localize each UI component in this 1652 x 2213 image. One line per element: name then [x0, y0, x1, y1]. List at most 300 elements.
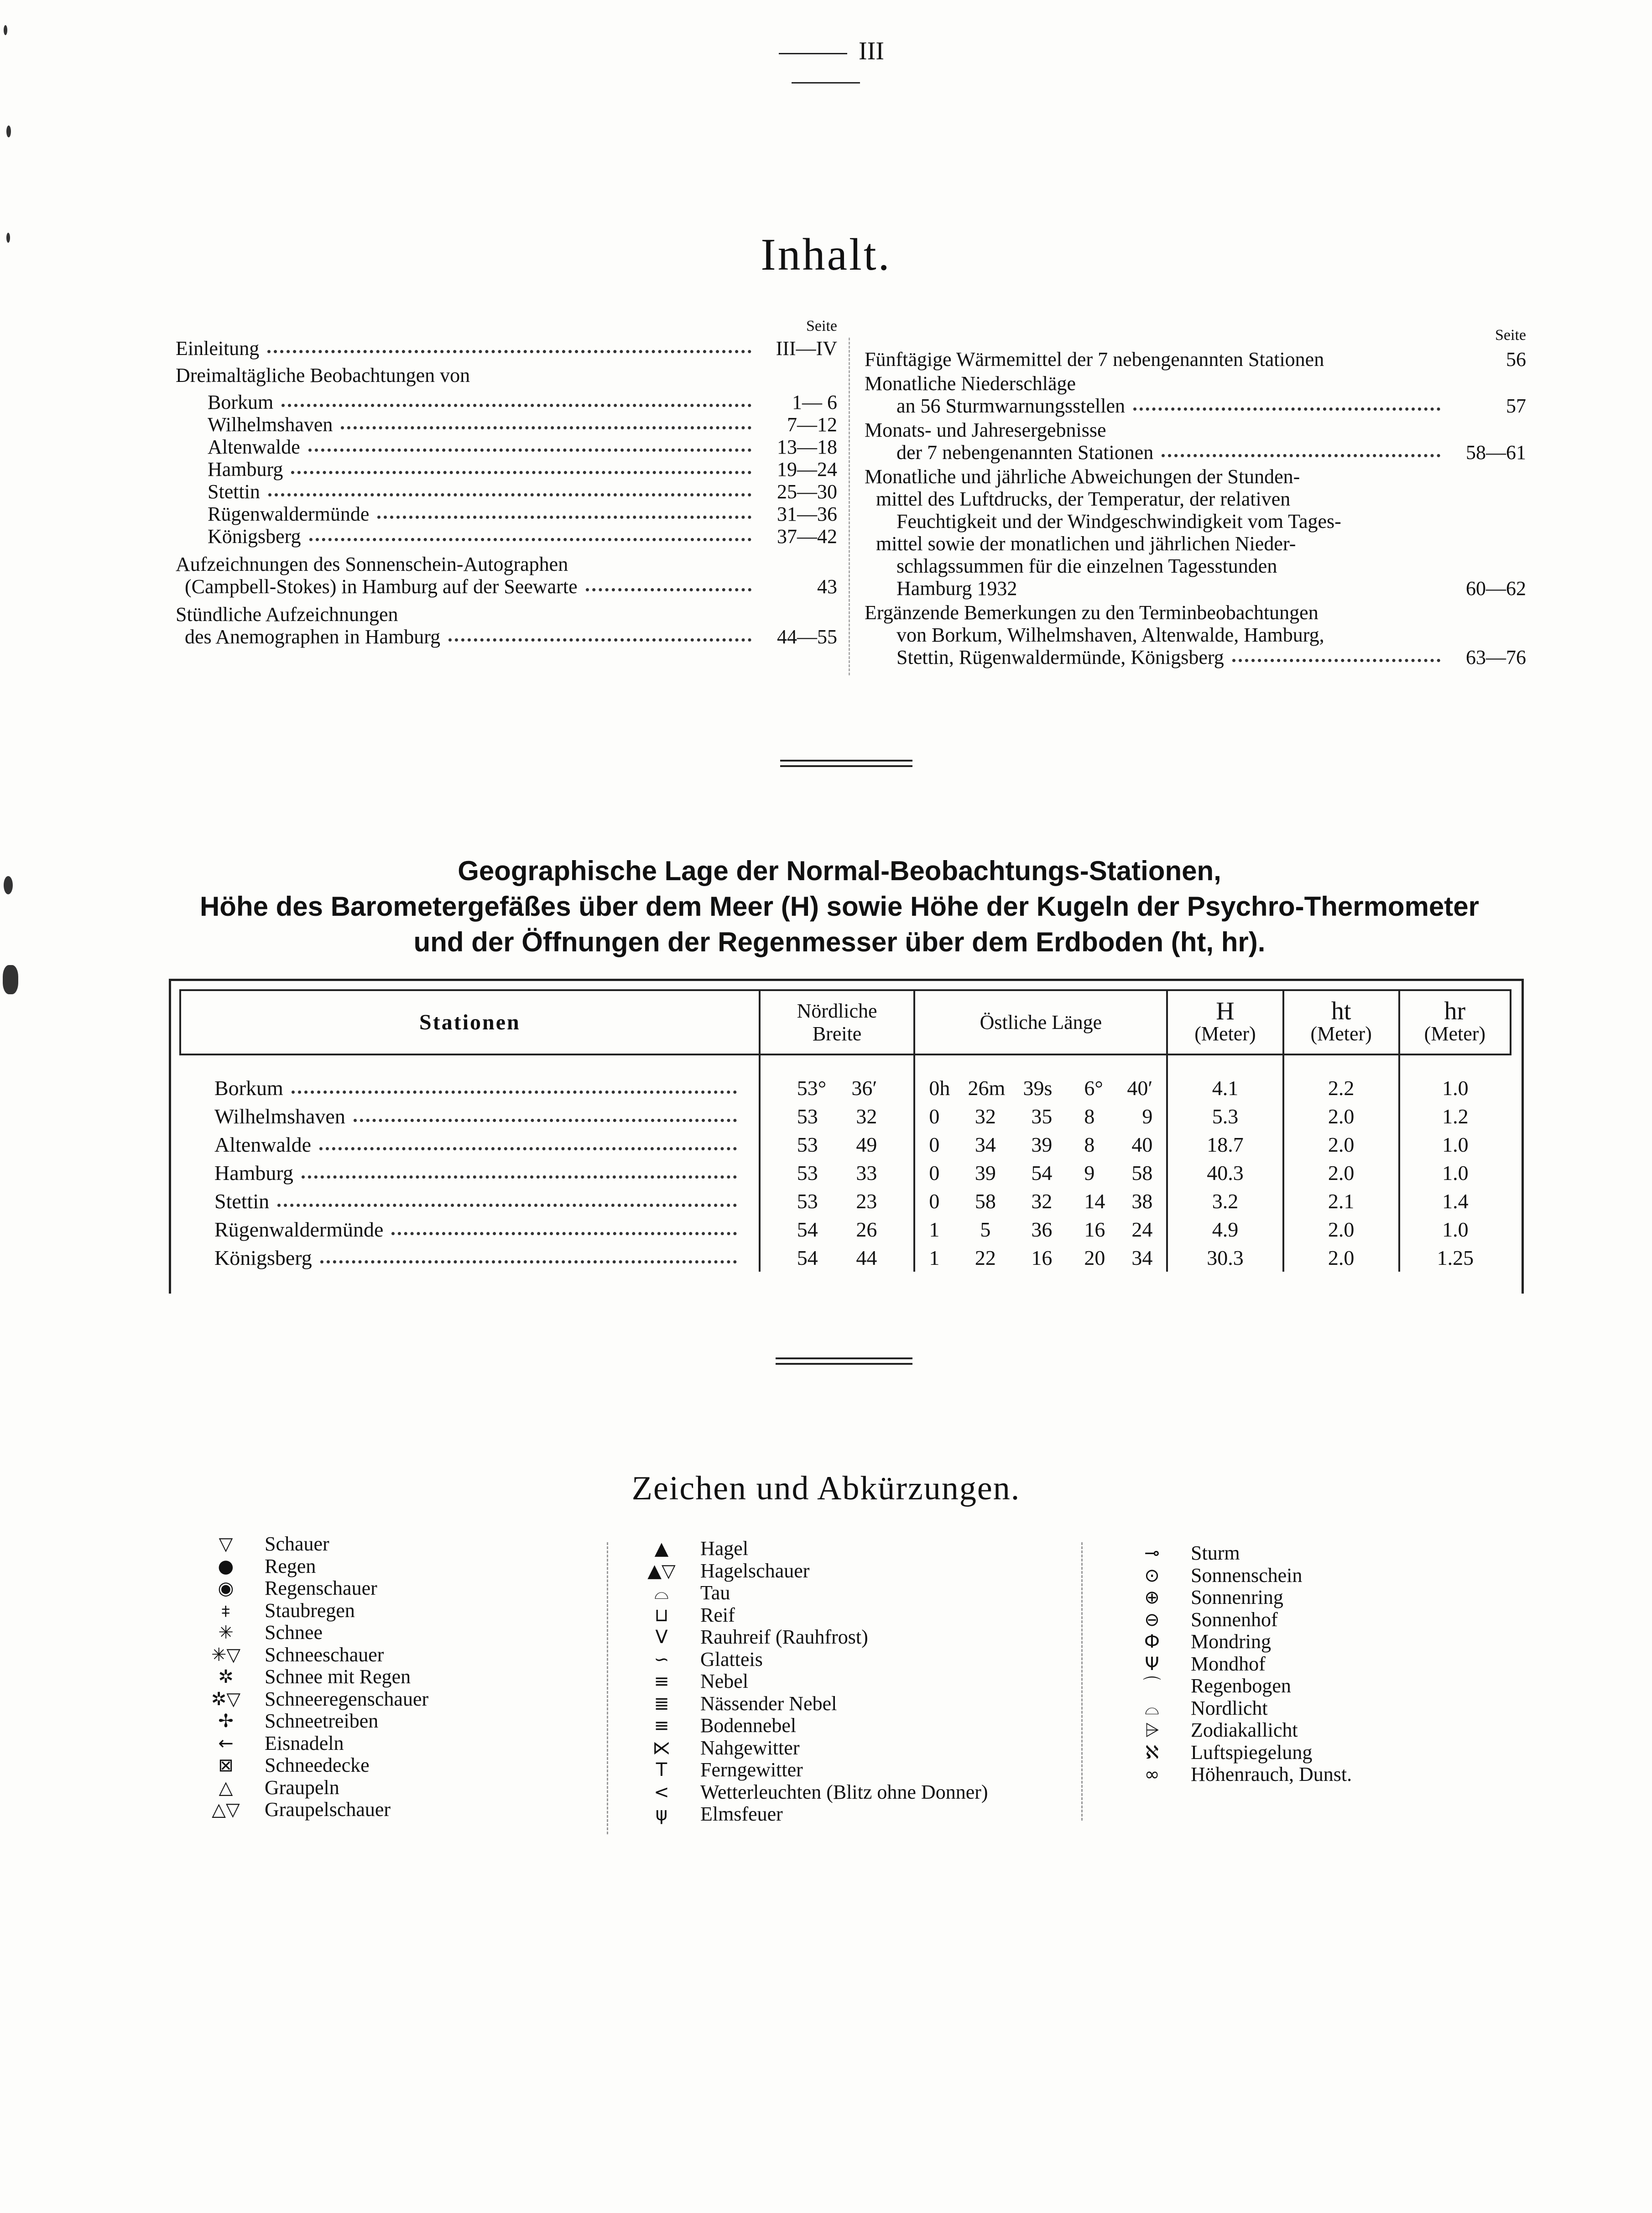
- toc-entry: [176, 413, 837, 436]
- ground-fog-icon: ≡: [654, 1715, 669, 1736]
- laenge-cell: [914, 1130, 1167, 1159]
- symbol-row: [201, 1555, 428, 1578]
- toc-entry-title: Wilhelmshaven: [208, 413, 333, 436]
- toc-leader: [308, 449, 751, 452]
- breite-min: 23: [856, 1189, 877, 1213]
- laenge-degree-part: 9: [1142, 1104, 1153, 1128]
- symbol-row: [201, 1799, 428, 1821]
- toc-entry-text: Fünftägige Wärmemittel der 7 nebengenannten Stationen: [865, 348, 1324, 371]
- toc-entry-text: Stündliche Aufzeichnungen: [176, 603, 398, 626]
- section-rule: [780, 760, 912, 767]
- toc-entry-line: [865, 465, 1449, 488]
- breite-cell: [760, 1159, 915, 1187]
- toc-entry-text: mittel sowie der monatlichen und jährlichen Nieder-: [876, 532, 1296, 555]
- toc-leader: [268, 493, 751, 496]
- symbol-row: [201, 1710, 428, 1733]
- table-leader: [391, 1232, 736, 1235]
- laenge-values: [920, 1076, 1162, 1100]
- symbol-row: [1127, 1697, 1352, 1720]
- value-ht: 2.0: [1283, 1102, 1399, 1130]
- laenge-time: [929, 1133, 1052, 1157]
- value-hr: 1.25: [1399, 1243, 1511, 1272]
- symbol-label: Regenschauer: [265, 1577, 377, 1599]
- toc-entry: [176, 553, 837, 598]
- value-hr: 1.0: [1399, 1130, 1511, 1159]
- laenge-values: [920, 1217, 1162, 1242]
- toc-entry: [865, 601, 1526, 668]
- breite-values: [765, 1217, 909, 1242]
- station-name: Wilhelmshaven: [214, 1104, 345, 1128]
- symbol-label: Graupeln: [265, 1776, 339, 1799]
- breite-deg: 54: [797, 1217, 818, 1241]
- toc-entry-text: Monatliche und jährliche Abweichungen der Stunden-: [865, 465, 1300, 488]
- toc-leader: [1133, 407, 1440, 411]
- breite-deg: 54: [797, 1246, 818, 1269]
- seite-label-left: Seite: [806, 318, 837, 334]
- page-number-rule-left: [779, 53, 847, 54]
- symbol-label: Wetterleuchten (Blitz ohne Donner): [700, 1780, 988, 1803]
- value-H: 30.3: [1167, 1243, 1283, 1272]
- toc-entry-page: III—IV: [776, 337, 837, 360]
- station-name: Rügenwaldermünde: [214, 1217, 384, 1241]
- table-row: [180, 1187, 1511, 1215]
- toc-entry-page: 13—18: [777, 436, 837, 458]
- value-H: 4.1: [1167, 1054, 1283, 1102]
- toc-entry-line: [865, 510, 1449, 532]
- laenge-time-part: 36: [1031, 1217, 1053, 1241]
- laenge-values: [920, 1246, 1162, 1270]
- toc-entry-page: 7—12: [787, 413, 837, 436]
- table-leader: [292, 1091, 737, 1094]
- laenge-degree-part: 8: [1084, 1133, 1095, 1156]
- col-header-ht: [1283, 990, 1399, 1054]
- station-table-body: [180, 1054, 1511, 1272]
- toc-left-list: [176, 337, 837, 548]
- symbol-label: Rauhreif (Rauhfrost): [700, 1626, 868, 1648]
- laenge-degree-part: 20: [1084, 1246, 1105, 1269]
- toc-entry-title: Stettin: [208, 480, 260, 503]
- col-header-breite-line2: Breite: [812, 1022, 862, 1045]
- toc-entry: [176, 391, 837, 413]
- toc-entry-title: Dreimaltägliche Beobachtungen von: [176, 364, 470, 386]
- toc-entry-page: 31—36: [777, 503, 837, 525]
- symbol-label: Hagelschauer: [700, 1559, 810, 1582]
- toc-divider: [849, 338, 850, 675]
- toc-entry: [176, 503, 837, 525]
- toc-entry-title: Hamburg: [208, 458, 283, 480]
- laenge-cell: [914, 1102, 1167, 1130]
- toc-entry-line: [176, 626, 760, 648]
- wet-fog-icon: ≣: [654, 1693, 669, 1714]
- breite-min: 49: [856, 1133, 877, 1156]
- value-H: 5.3: [1167, 1102, 1283, 1130]
- symbol-row: [636, 1715, 988, 1737]
- margin-speck: [4, 876, 13, 894]
- toc-entry: [176, 525, 837, 548]
- toc-entry-title: Altenwalde: [208, 436, 300, 458]
- value-hr: 1.4: [1399, 1187, 1511, 1215]
- toc-entry-lines: [176, 603, 760, 648]
- col-header-H: [1167, 990, 1283, 1054]
- table-leader: [277, 1204, 737, 1207]
- toc-entry-text: Stettin, Rügenwaldermünde, Königsberg: [896, 646, 1224, 668]
- toc-entry: [176, 480, 837, 503]
- symbol-row: [201, 1600, 428, 1622]
- laenge-cell: [914, 1054, 1167, 1102]
- laenge-values: [920, 1133, 1162, 1157]
- symbol-row: [636, 1582, 988, 1604]
- table-row: [180, 1102, 1511, 1130]
- rime-icon: V: [655, 1627, 668, 1648]
- toc-entry-lines: [865, 372, 1449, 417]
- laenge-time: [929, 1161, 1052, 1185]
- table-row: [180, 1243, 1511, 1272]
- breite-deg: 53: [797, 1104, 818, 1128]
- symbol-label: Schneeschauer: [265, 1643, 384, 1666]
- symbol-row: [636, 1626, 988, 1649]
- breite-deg: 53: [797, 1133, 818, 1156]
- station-name: Altenwalde: [214, 1133, 312, 1156]
- storm-icon: ⊸: [1144, 1543, 1160, 1564]
- toc-entry-line: [865, 348, 1449, 371]
- table-header-row: [180, 990, 1511, 1054]
- value-ht: 2.0: [1283, 1215, 1399, 1243]
- laenge-time-part: 0: [929, 1104, 940, 1128]
- laenge-degree-part: 6°: [1084, 1076, 1103, 1100]
- breite-cell: [760, 1102, 915, 1130]
- symbol-row: [201, 1688, 428, 1711]
- toc-leader: [448, 638, 751, 642]
- toc-leader: [291, 471, 751, 474]
- dew-icon: ⌓: [654, 1582, 669, 1603]
- station-name-row: [214, 1133, 754, 1157]
- toc-entry-text: (Campbell-Stokes) in Hamburg auf der Seewarte: [185, 575, 578, 598]
- station-name-row: [214, 1189, 754, 1213]
- symbol-label: Sturm: [1191, 1542, 1240, 1564]
- laenge-time-part: 54: [1031, 1161, 1053, 1185]
- toc-leader: [1232, 659, 1440, 662]
- breite-deg: 53: [797, 1189, 818, 1213]
- toc-entry: [865, 372, 1526, 417]
- breite-min: 33: [856, 1161, 877, 1185]
- seite-label-right: Seite: [1495, 327, 1526, 344]
- toc-entry-line: [865, 441, 1449, 464]
- toc-leader: [281, 404, 751, 407]
- symbol-row: [636, 1604, 988, 1627]
- laenge-degree-part: 24: [1131, 1217, 1153, 1241]
- symbol-row: [636, 1538, 988, 1560]
- breite-values: [765, 1189, 909, 1213]
- page-number: [744, 37, 908, 95]
- laenge-cell: [914, 1243, 1167, 1272]
- laenge-time-part: 5: [980, 1217, 991, 1241]
- symbol-label: Glatteis: [700, 1648, 763, 1670]
- value-hr: 1.0: [1399, 1054, 1511, 1102]
- laenge-time: [929, 1189, 1052, 1213]
- drizzle-icon: ⧧: [221, 1600, 231, 1621]
- laenge-degree-part: 38: [1131, 1189, 1153, 1213]
- symbol-label: Nahgewitter: [700, 1736, 800, 1759]
- laenge-cell: [914, 1215, 1167, 1243]
- toc-entry: [176, 603, 837, 648]
- value-ht: 2.2: [1283, 1054, 1399, 1102]
- lunar-halo-icon: Ψ: [1145, 1653, 1159, 1675]
- laenge-degrees: [1084, 1217, 1152, 1242]
- station-table-frame: [169, 979, 1524, 1294]
- breite-values: [765, 1076, 909, 1100]
- shower-icon: ▽: [219, 1534, 233, 1555]
- symbol-label: Sonnenschein: [1191, 1564, 1303, 1587]
- toc-title: Inhalt.: [761, 229, 891, 280]
- page-number-rule-right: [792, 82, 860, 84]
- toc-entry-lines: [865, 348, 1449, 371]
- toc-entry-page: 37—42: [777, 525, 837, 548]
- symbols-separator-1: [607, 1542, 608, 1834]
- symbol-row: [636, 1560, 988, 1582]
- toc-entry-text: an 56 Sturmwarnungsstellen: [896, 395, 1126, 417]
- symbol-label: Luftspiegelung: [1191, 1741, 1313, 1764]
- laenge-degree-part: 34: [1131, 1246, 1153, 1269]
- toc-entry-text: des Anemographen in Hamburg: [185, 626, 441, 648]
- toc-entry-line: [176, 603, 760, 626]
- margin-speck: [6, 233, 10, 243]
- symbol-row: [636, 1759, 988, 1781]
- toc-left-column: [176, 315, 837, 648]
- toc-right-list: [865, 348, 1526, 668]
- station-name: Königsberg: [214, 1246, 312, 1269]
- toc-entry-line: [865, 577, 1449, 600]
- symbol-row: [201, 1533, 428, 1555]
- symbol-row: [1127, 1742, 1352, 1764]
- laenge-time: [929, 1217, 1052, 1242]
- laenge-degree-part: 40′: [1127, 1076, 1153, 1100]
- symbol-label: Zodiakallicht: [1191, 1719, 1298, 1741]
- symbol-row: [201, 1733, 428, 1755]
- sleet-icon: ✲: [218, 1666, 234, 1687]
- toc-leader: [267, 350, 751, 353]
- symbol-label: Sonnenring: [1191, 1586, 1283, 1608]
- laenge-time-part: 26m: [968, 1076, 1006, 1100]
- drifting-snow-icon: ✢: [218, 1711, 234, 1732]
- col-header-station: Stationen: [180, 990, 760, 1054]
- geo-heading-line-1: Geographische Lage der Normal-Beobachtungs-Stationen,: [458, 856, 1221, 886]
- toc-entry-line: [865, 646, 1449, 668]
- toc-entry-lines: [865, 601, 1449, 668]
- toc-entry-line: [865, 372, 1449, 395]
- symbol-row: [636, 1670, 988, 1693]
- laenge-time-part: 16: [1031, 1246, 1053, 1269]
- near-thunderstorm-icon: ⋉: [652, 1737, 671, 1759]
- toc-entry-text: mittel des Luftdrucks, der Temperatur, der relativen: [876, 488, 1291, 510]
- laenge-degree-part: 40: [1131, 1133, 1153, 1156]
- laenge-time-part: 39: [1031, 1133, 1053, 1156]
- toc-leader: [309, 538, 751, 541]
- toc-entry-text: Monatliche Niederschläge: [865, 372, 1076, 395]
- symbol-row: [1127, 1631, 1352, 1653]
- toc-entry-title: Borkum: [208, 391, 274, 413]
- sunshine-icon: ⊙: [1144, 1565, 1160, 1586]
- symbol-row: [201, 1644, 428, 1666]
- snow-cover-icon: ⊠: [218, 1755, 234, 1776]
- mirage-icon: ℵ: [1145, 1742, 1159, 1763]
- symbol-row: [1127, 1565, 1352, 1587]
- station-name: Borkum: [214, 1076, 283, 1100]
- symbol-label: Sonnenhof: [1191, 1608, 1278, 1631]
- symbol-label: Nordlicht: [1191, 1696, 1268, 1719]
- laenge-time: [929, 1104, 1052, 1128]
- toc-entry-line: [865, 419, 1449, 441]
- col-header-ht-unit: (Meter): [1310, 1022, 1372, 1045]
- toc-entry-text: Hamburg 1932: [896, 577, 1017, 600]
- value-hr: 1.0: [1399, 1159, 1511, 1187]
- toc-entry-text: Ergänzende Bemerkungen zu den Terminbeobachtungen: [865, 601, 1318, 624]
- laenge-values: [920, 1161, 1162, 1185]
- symbol-label: Mondhof: [1191, 1652, 1266, 1675]
- symbol-label: Ferngewitter: [700, 1759, 803, 1781]
- toc-entry: [865, 465, 1526, 600]
- symbol-row: [201, 1777, 428, 1799]
- table-leader: [354, 1119, 737, 1122]
- laenge-time-part: 0: [929, 1189, 940, 1213]
- symbols-column-1: [201, 1533, 428, 1821]
- col-header-H-unit: (Meter): [1194, 1022, 1256, 1045]
- symbols-title: Zeichen und Abkürzungen.: [631, 1470, 1021, 1507]
- toc-entry-page: 25—30: [777, 480, 837, 503]
- symbol-row: [201, 1754, 428, 1777]
- toc-entry-text: Monats- und Jahresergebnisse: [865, 419, 1106, 441]
- symbol-row: [636, 1781, 988, 1804]
- symbol-row: [201, 1666, 428, 1688]
- value-H: 3.2: [1167, 1187, 1283, 1215]
- laenge-values: [920, 1189, 1162, 1213]
- laenge-degree-part: 8: [1084, 1104, 1095, 1128]
- toc-entry-line: [865, 555, 1449, 577]
- solar-halo-icon: ⊖: [1144, 1609, 1160, 1630]
- symbol-label: Graupelschauer: [265, 1798, 391, 1821]
- hail-shower-icon: ▲▽: [647, 1560, 676, 1581]
- toc-entry-text: Aufzeichnungen des Sonnenschein-Autographen: [176, 553, 568, 575]
- value-ht: 2.0: [1283, 1159, 1399, 1187]
- symbols-column-3: [1127, 1542, 1352, 1786]
- breite-cell: [760, 1130, 915, 1159]
- symbol-label: Schauer: [265, 1533, 329, 1555]
- toc-entry-line: [176, 575, 760, 598]
- breite-values: [765, 1104, 909, 1128]
- geo-heading: [173, 853, 1506, 960]
- toc-leader: [1162, 454, 1440, 457]
- toc-entry-line: [176, 553, 760, 575]
- toc-entry: [176, 337, 837, 360]
- laenge-time-part: 39s: [1023, 1076, 1053, 1100]
- toc-entry-page: 60—62: [1466, 577, 1526, 600]
- symbol-row: [1127, 1675, 1352, 1697]
- breite-values: [765, 1161, 909, 1185]
- table-leader: [319, 1147, 737, 1150]
- symbol-label: Nebel: [700, 1670, 749, 1692]
- breite-cell: [760, 1215, 915, 1243]
- toc-entry-line: [865, 488, 1449, 510]
- geo-heading-line-2: Höhe des Barometergefäßes über dem Meer (H) sowie Höhe der Kugeln der Psychro-Thermometer: [199, 891, 1480, 922]
- toc-entry-lines: [176, 553, 760, 598]
- value-ht: 2.0: [1283, 1130, 1399, 1159]
- station-name-cell: [180, 1187, 760, 1215]
- col-header-hr-symbol: hr: [1444, 997, 1466, 1025]
- toc-entry-page: 56: [1506, 348, 1526, 371]
- station-name-row: [214, 1104, 754, 1128]
- value-ht: 2.1: [1283, 1187, 1399, 1215]
- laenge-time: [929, 1246, 1052, 1270]
- toc-entry-page: 19—24: [777, 458, 837, 480]
- rain-shower-icon: ◉: [218, 1578, 234, 1599]
- symbol-label: Eisnadeln: [265, 1732, 344, 1754]
- symbol-label: Staubregen: [265, 1599, 355, 1622]
- laenge-time-part: 0: [929, 1133, 940, 1156]
- laenge-time-part: 0h: [929, 1076, 950, 1100]
- col-header-hr: [1399, 990, 1511, 1054]
- table-leader: [302, 1175, 737, 1179]
- toc-entry-title: Königsberg: [208, 525, 301, 548]
- toc-leader: [586, 588, 751, 591]
- laenge-degree-part: 58: [1131, 1161, 1153, 1185]
- col-header-breite: [760, 990, 915, 1054]
- laenge-time-part: 32: [975, 1104, 996, 1128]
- laenge-time-part: 1: [929, 1246, 940, 1269]
- symbol-label: Tau: [700, 1581, 730, 1604]
- toc-right-column: [865, 324, 1526, 668]
- ice-needles-icon: ←: [218, 1733, 234, 1754]
- breite-deg: 53°: [797, 1076, 827, 1100]
- station-name: Hamburg: [214, 1161, 293, 1185]
- graupel-shower-icon: △▽: [212, 1799, 240, 1820]
- symbol-label: Elmsfeuer: [700, 1803, 783, 1825]
- symbol-row: [1127, 1719, 1352, 1742]
- breite-cell: [760, 1054, 915, 1102]
- toc-leader: [341, 426, 751, 429]
- toc-entry-text: von Borkum, Wilhelmshaven, Altenwalde, Hamburg,: [896, 624, 1324, 646]
- laenge-time-part: 58: [975, 1189, 996, 1213]
- symbol-row: [1127, 1542, 1352, 1565]
- col-header-ht-symbol: ht: [1331, 997, 1351, 1025]
- toc-entry-line: [865, 624, 1449, 646]
- margin-speck: [4, 25, 7, 35]
- station-name-row: [214, 1161, 754, 1185]
- solar-ring-icon: ⊕: [1144, 1587, 1160, 1608]
- breite-min: 36′: [851, 1076, 877, 1100]
- laenge-time: [929, 1076, 1052, 1100]
- value-hr: 1.0: [1399, 1215, 1511, 1243]
- toc-entry-text: der 7 nebengenannten Stationen: [896, 441, 1154, 464]
- toc-entry-page: 63—76: [1466, 646, 1526, 668]
- station-table: [179, 989, 1511, 1272]
- hoarfrost-icon: ⊔: [654, 1604, 669, 1626]
- sleet-shower-icon: ✲▽: [211, 1688, 241, 1710]
- symbol-label: Schneedecke: [265, 1754, 370, 1776]
- laenge-time-part: 32: [1031, 1189, 1053, 1213]
- fog-icon: ≡: [654, 1671, 669, 1692]
- station-name: Stettin: [214, 1189, 270, 1213]
- laenge-degrees: [1084, 1104, 1152, 1128]
- symbol-row: [636, 1649, 988, 1671]
- laenge-cell: [914, 1159, 1167, 1187]
- col-header-H-symbol: H: [1216, 997, 1235, 1025]
- station-name-row: [214, 1217, 754, 1242]
- symbol-row: [1127, 1764, 1352, 1786]
- breite-values: [765, 1246, 909, 1270]
- laenge-time-part: 0: [929, 1161, 940, 1185]
- symbol-row: [636, 1737, 988, 1759]
- laenge-degree-part: 14: [1084, 1189, 1105, 1213]
- st-elmos-fire-icon: ψ: [655, 1804, 668, 1825]
